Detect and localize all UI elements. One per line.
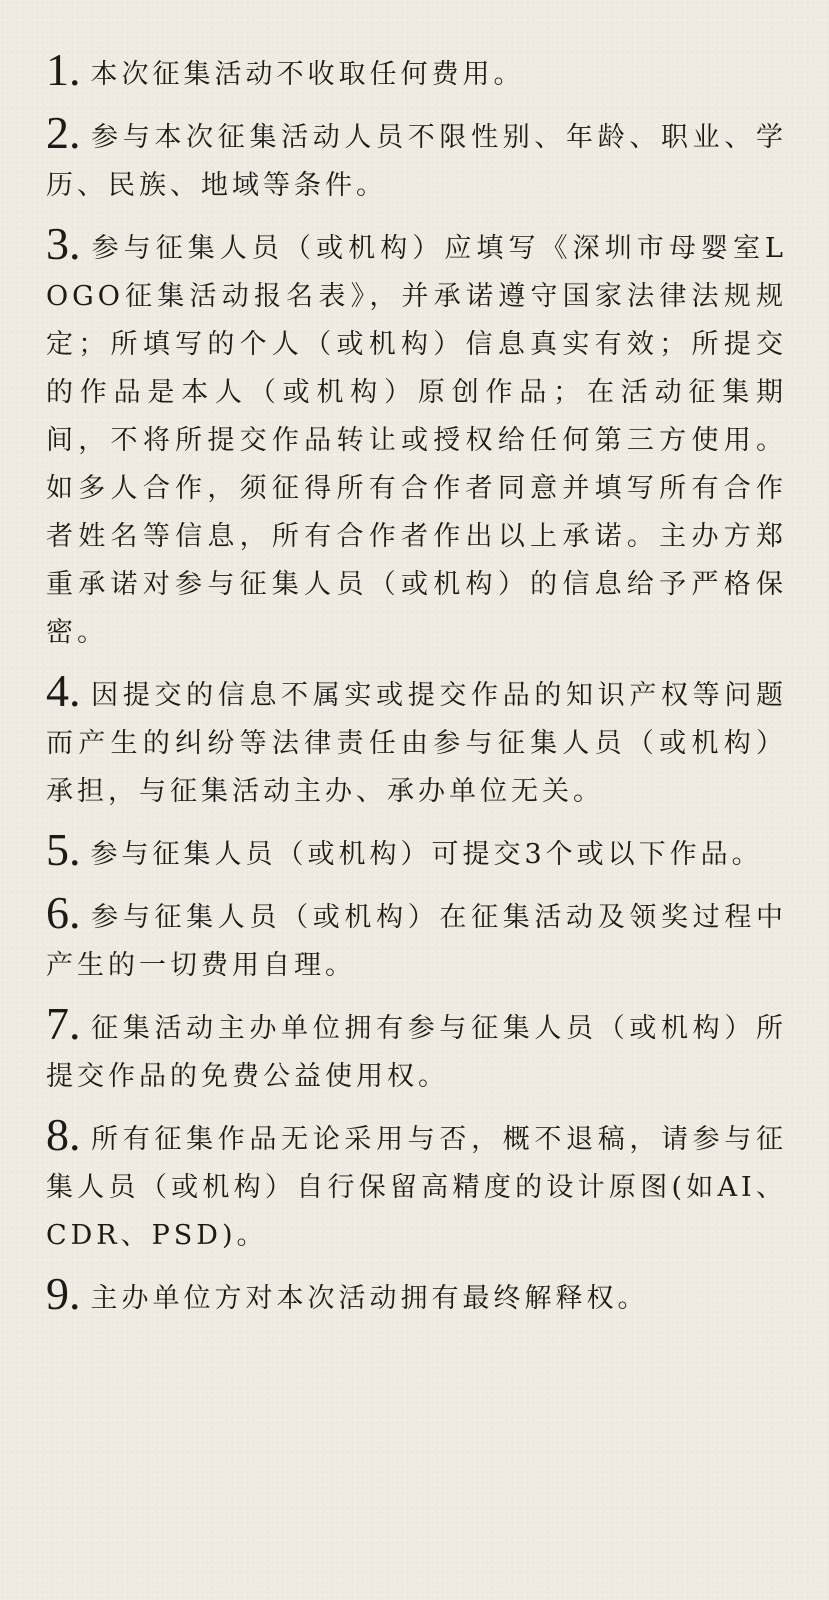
rule-text: 所有征集作品无论采用与否，概不退稿，请参与征集人员（或机构）自行保留高精度的设计原图(如AI、CDR、PSD)。 xyxy=(46,1124,787,1251)
rule-item-1 xyxy=(46,44,787,99)
rule-text: 参与征集人员（或机构）可提交3个或以下作品。 xyxy=(90,839,763,870)
rule-item-9 xyxy=(46,1268,787,1323)
rule-number: 7. xyxy=(46,998,81,1049)
rule-item-6 xyxy=(46,887,787,990)
rule-item-7 xyxy=(46,998,787,1101)
rule-number: 3. xyxy=(46,218,81,269)
rule-number: 4. xyxy=(46,665,81,716)
rule-text: 征集活动主办单位拥有参与征集人员（或机构）所提交作品的免费公益使用权。 xyxy=(46,1013,787,1092)
rule-item-3 xyxy=(46,218,787,657)
rule-text: 参与征集人员（或机构）在征集活动及领奖过程中产生的一切费用自理。 xyxy=(46,902,787,981)
rule-text: 主办单位方对本次活动拥有最终解释权。 xyxy=(90,1283,649,1314)
rule-text: 因提交的信息不属实或提交作品的知识产权等问题而产生的纠纷等法律责任由参与征集人员（或机构）承担，与征集活动主办、承办单位无关。 xyxy=(46,680,787,807)
rule-text: 参与征集人员（或机构）应填写《深圳市母婴室LOGO征集活动报名表》，并承诺遵守国家法律法规规定；所填写的个人（或机构）信息真实有效；所提交的作品是本人（或机构）原创作品；在活动征集期间，不将所提交作品转让或授权给任何第三方使用。如多人合作，须征得所有合作者同意并填写所有合作者姓名等信息，所有合作者作出以上承诺。主办方郑重承诺对参与征集人员（或机构）的信息给予严格保密。 xyxy=(46,233,787,648)
rule-number: 5. xyxy=(46,824,81,875)
rule-text: 本次征集活动不收取任何费用。 xyxy=(90,59,525,90)
rule-number: 8. xyxy=(46,1109,81,1160)
rule-number: 6. xyxy=(46,887,81,938)
rule-number: 2. xyxy=(46,107,81,158)
rule-item-5 xyxy=(46,824,787,879)
rule-item-4 xyxy=(46,665,787,816)
rules-list xyxy=(46,44,787,1323)
rule-number: 1. xyxy=(46,44,81,95)
rule-item-2 xyxy=(46,107,787,210)
rule-text: 参与本次征集活动人员不限性别、年龄、职业、学历、民族、地域等条件。 xyxy=(46,122,787,201)
rule-number: 9. xyxy=(46,1268,81,1319)
rule-item-8 xyxy=(46,1109,787,1260)
